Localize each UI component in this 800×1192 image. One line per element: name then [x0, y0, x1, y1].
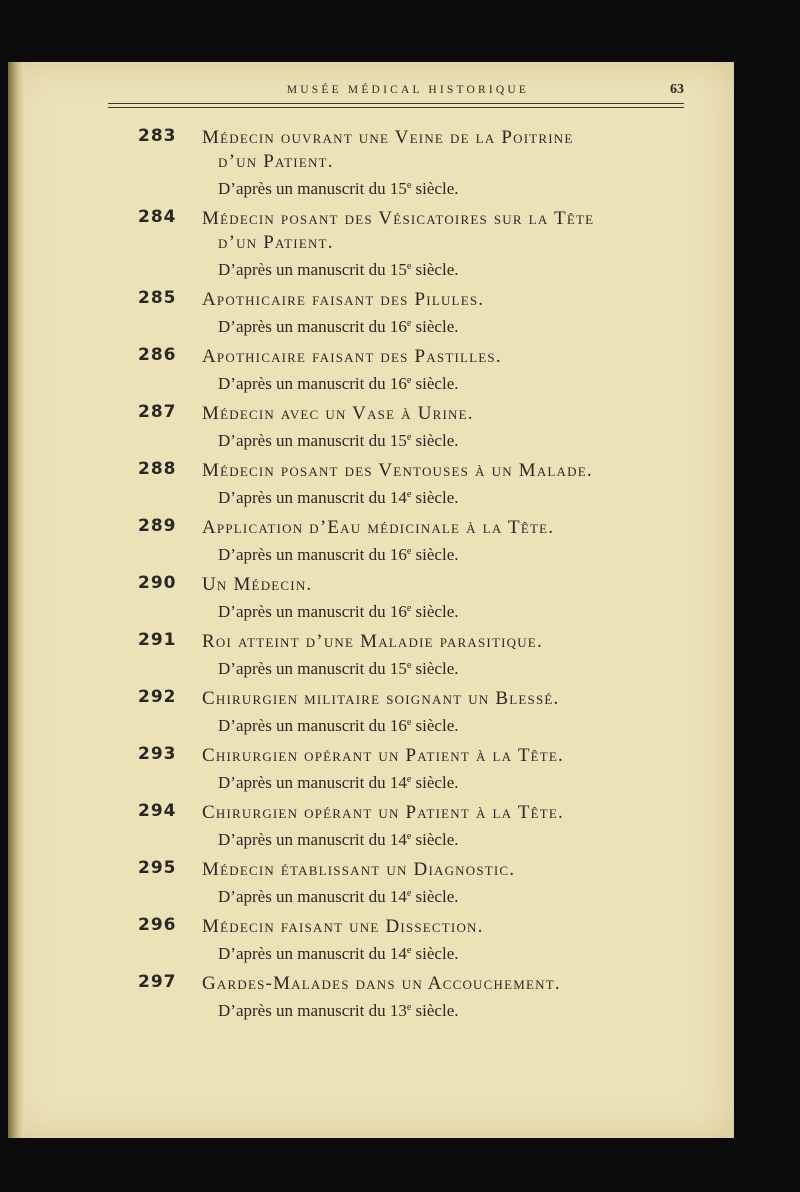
entry-number: 289 [138, 516, 177, 536]
entry-title-text: Médecin avec un Vase à Urine. [202, 403, 474, 424]
page-number: 63 [670, 82, 684, 97]
century-superscript: e [406, 546, 412, 557]
entry-source [218, 255, 628, 282]
entry-source [218, 996, 628, 1023]
entry-source-suffix: siècle. [411, 830, 459, 849]
entry-title-text: Un Médecin. [202, 574, 313, 595]
entry-source-suffix: siècle. [411, 431, 459, 450]
catalogue-entry [138, 126, 628, 201]
entry-title-text: Médecin faisant une Dissection. [202, 916, 484, 937]
catalogue-entry [138, 858, 628, 909]
entry-source-text: D’après un manuscrit du 15 [218, 431, 407, 450]
entry-source-suffix: siècle. [411, 488, 459, 507]
entry-source [218, 483, 628, 510]
entry-source [218, 426, 628, 453]
entry-source [218, 654, 628, 681]
catalogue-entry [138, 687, 628, 738]
century-superscript: e [406, 831, 412, 842]
entry-title [202, 744, 628, 768]
entry-number: 293 [138, 744, 177, 764]
century-superscript: e [406, 717, 412, 728]
entry-source-suffix: siècle. [411, 260, 459, 279]
entry-title-text: Roi atteint d’une Maladie parasitique. [202, 631, 543, 652]
century-superscript: e [406, 375, 412, 386]
entry-title [202, 858, 628, 882]
entry-source-suffix: siècle. [411, 887, 459, 906]
catalogue-entry [138, 207, 628, 282]
entry-source-text: D’après un manuscrit du 16 [218, 545, 407, 564]
entry-title-text: Médecin posant des Vésicatoires sur la Tête [202, 208, 595, 229]
entry-number: 288 [138, 459, 177, 479]
entry-source [218, 825, 628, 852]
entry-source-text: D’après un manuscrit du 16 [218, 716, 407, 735]
header-rule-bottom [108, 107, 684, 108]
catalogue-entry [138, 915, 628, 966]
entry-source-text: D’après un manuscrit du 14 [218, 944, 407, 963]
entry-source-text: D’après un manuscrit du 14 [218, 488, 407, 507]
catalogue-entry [138, 573, 628, 624]
entry-number: 283 [138, 126, 177, 146]
entry-source-suffix: siècle. [411, 602, 459, 621]
entry-source-text: D’après un manuscrit du 15 [218, 260, 407, 279]
entry-source-text: D’après un manuscrit du 14 [218, 773, 407, 792]
catalogue-entry [138, 345, 628, 396]
entry-number: 294 [138, 801, 177, 821]
century-superscript: e [406, 660, 412, 671]
entry-title-text: Chirurgien militaire soignant un Blessé. [202, 688, 560, 709]
entry-title-text: Application d’Eau médicinale à la Tête. [202, 517, 555, 538]
entry-number: 290 [138, 573, 177, 593]
entry-title [202, 402, 628, 426]
entry-title-text: Apothicaire faisant des Pilules. [202, 289, 485, 310]
entry-source [218, 711, 628, 738]
entry-number: 285 [138, 288, 177, 308]
century-superscript: e [406, 318, 412, 329]
century-superscript: e [406, 888, 412, 899]
catalogue-entry [138, 801, 628, 852]
catalogue-entry [138, 516, 628, 567]
entry-title-continuation: d’un Patient. [218, 151, 334, 172]
century-superscript: e [406, 1002, 412, 1013]
entry-number: 291 [138, 630, 177, 650]
entry-source [218, 312, 628, 339]
entry-title [202, 573, 628, 597]
entry-title [202, 345, 628, 369]
entry-title [202, 972, 628, 996]
entry-title-text: Chirurgien opérant un Patient à la Tête. [202, 802, 564, 823]
century-superscript: e [406, 261, 412, 272]
entry-source-suffix: siècle. [411, 374, 459, 393]
entry-source-suffix: siècle. [411, 944, 459, 963]
entry-source-suffix: siècle. [411, 317, 459, 336]
entry-source-text: D’après un manuscrit du 16 [218, 317, 407, 336]
entry-title [202, 126, 628, 174]
entry-source-text: D’après un manuscrit du 16 [218, 374, 407, 393]
entry-title [202, 630, 628, 654]
entry-title [202, 915, 628, 939]
entry-number: 296 [138, 915, 177, 935]
entry-title [202, 801, 628, 825]
catalogue-entries [138, 126, 628, 1023]
entry-title [202, 207, 628, 255]
entry-title-text: Gardes-Malades dans un Accouchement. [202, 973, 561, 994]
entry-number: 284 [138, 207, 177, 227]
century-superscript: e [406, 945, 412, 956]
entry-source-suffix: siècle. [411, 179, 459, 198]
entry-title-continuation: d’un Patient. [218, 232, 334, 253]
century-superscript: e [406, 180, 412, 191]
entry-source [218, 939, 628, 966]
entry-source-suffix: siècle. [411, 773, 459, 792]
entry-source [218, 597, 628, 624]
entry-title-text: Chirurgien opérant un Patient à la Tête. [202, 745, 564, 766]
catalogue-entry [138, 459, 628, 510]
entry-source [218, 882, 628, 909]
entry-source-suffix: siècle. [411, 716, 459, 735]
entry-source [218, 369, 628, 396]
entry-number: 297 [138, 972, 177, 992]
entry-source-text: D’après un manuscrit du 14 [218, 830, 407, 849]
entry-source-suffix: siècle. [411, 659, 459, 678]
entry-title [202, 516, 628, 540]
entry-title [202, 687, 628, 711]
entry-source-suffix: siècle. [411, 1001, 459, 1020]
entry-source [218, 174, 628, 201]
entry-source-text: D’après un manuscrit du 13 [218, 1001, 407, 1020]
header-rule-top [108, 103, 684, 104]
entry-source-text: D’après un manuscrit du 15 [218, 179, 407, 198]
entry-source-text: D’après un manuscrit du 15 [218, 659, 407, 678]
entry-source [218, 540, 628, 567]
entry-source-suffix: siècle. [411, 545, 459, 564]
century-superscript: e [406, 603, 412, 614]
running-title: MUSÉE MÉDICAL HISTORIQUE [286, 84, 530, 96]
entry-title-text: Apothicaire faisant des Pastilles. [202, 346, 502, 367]
catalogue-entry [138, 630, 628, 681]
entry-title-text: Médecin ouvrant une Veine de la Poitrine [202, 127, 574, 148]
catalogue-entry [138, 744, 628, 795]
century-superscript: e [406, 489, 412, 500]
catalogue-entry [138, 972, 628, 1023]
entry-source-text: D’après un manuscrit du 14 [218, 887, 407, 906]
entry-number: 287 [138, 402, 177, 422]
catalogue-entry [138, 402, 628, 453]
entry-number: 286 [138, 345, 177, 365]
entry-number: 295 [138, 858, 177, 878]
catalogue-entry [138, 288, 628, 339]
century-superscript: e [406, 774, 412, 785]
century-superscript: e [406, 432, 412, 443]
entry-title-text: Médecin posant des Ventouses à un Malade. [202, 460, 593, 481]
entry-source-text: D’après un manuscrit du 16 [218, 602, 407, 621]
book-spine [8, 62, 24, 1138]
entry-source [218, 768, 628, 795]
entry-title-text: Médecin établissant un Diagnostic. [202, 859, 516, 880]
entry-title [202, 459, 628, 483]
entry-number: 292 [138, 687, 177, 707]
entry-title [202, 288, 628, 312]
